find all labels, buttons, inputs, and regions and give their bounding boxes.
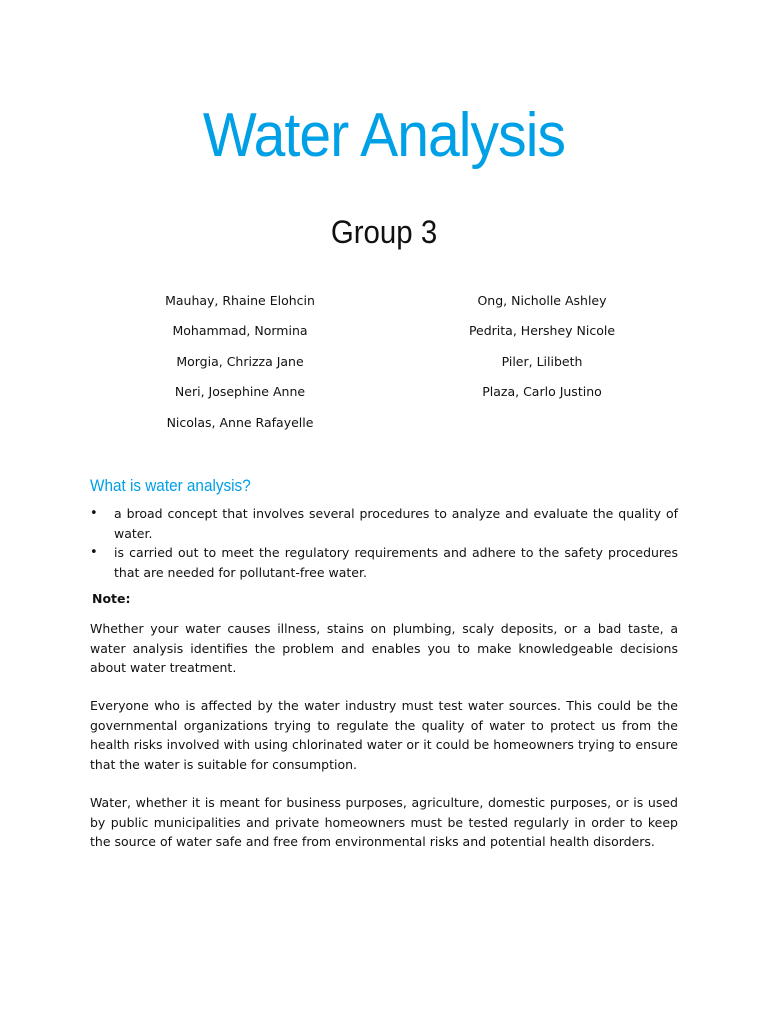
group-subtitle: Group 3 (330, 214, 438, 250)
bullet-item (90, 543, 678, 582)
bullet-icon: • (90, 506, 98, 521)
bullet-text: is carried out to meet the regulatory requirements and adhere to the safety procedures that are needed for pollutant-free water. (114, 545, 678, 580)
bullet-text: a broad concept that involves several procedures to analyze and evaluate the quality of water. (114, 506, 678, 541)
member-list-left (130, 291, 350, 443)
member-name: Morgia, Chrizza Jane (176, 353, 304, 369)
member-name: Ong, Nicholle Ashley (477, 293, 607, 308)
section-heading: What is water analysis? (90, 476, 251, 495)
body-paragraph: Water, whether it is meant for business purposes, agriculture, domestic purposes, or is used by public municipalities and private homeowners must be tested regularly in order to keep the source of water safe and free from environmental risks and potential health disorders. (90, 795, 678, 849)
bullet-item (90, 504, 678, 543)
member-name: Mohammad, Normina (172, 323, 308, 339)
body-paragraph: Whether your water causes illness, stains on plumbing, scaly deposits, or a bad taste, a water analysis identifies the problem and enables you to make knowledgeable decisions about water treatment. (90, 621, 678, 675)
member-name: Nicolas, Anne Rafayelle (166, 414, 314, 430)
bullet-list (90, 504, 678, 582)
member-list-right (432, 291, 652, 413)
member-name: Neri, Josephine Anne (174, 384, 306, 400)
bullet-icon: • (90, 545, 98, 560)
document-title: Water Analysis (202, 101, 566, 170)
member-name: Mauhay, Rhaine Elohcin (165, 293, 315, 308)
member-name: Plaza, Carlo Justino (482, 384, 602, 400)
body-paragraph: Everyone who is affected by the water industry must test water sources. This could be the governmental organizations trying to regulate the quality of water to protect us from the health risks involved with using chlorinated water or it could be homeowners trying to ensure that the water is suitable for consumption. (90, 698, 678, 772)
note-label: Note: (92, 591, 131, 606)
member-name: Piler, Lilibeth (501, 353, 583, 369)
member-name: Pedrita, Hershey Nicole (468, 323, 616, 339)
